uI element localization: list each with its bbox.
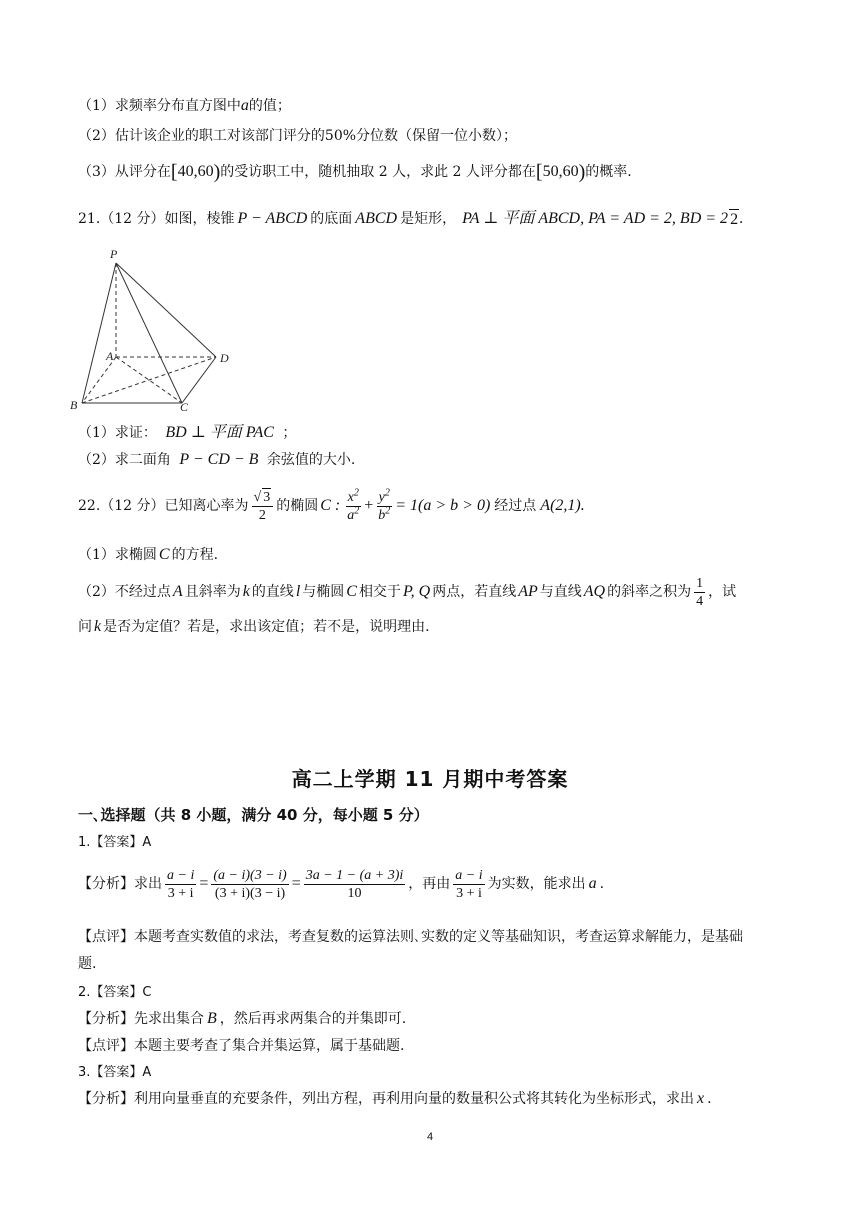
q22-part2-i: ，试 [708, 584, 737, 600]
q22-part2-g: 与直线 [539, 584, 582, 600]
analysis-1-var-a: a [588, 875, 597, 892]
q22-var-pq: P, Q [402, 583, 431, 600]
frac2-num: (a − i)(3 − i) [213, 867, 287, 883]
ellipse-name: C : [320, 497, 341, 514]
analysis-1-c: 为实数，能求出 [487, 876, 586, 892]
diag-bd [82, 357, 216, 403]
right-paren: ) [213, 161, 221, 183]
q21-stem [78, 206, 743, 232]
q20-part1 [78, 96, 291, 116]
section-heading: 一､选择题（共 8 小题，满分 40 分，每小题 5 分） [78, 806, 429, 824]
frac4-den: 3 + i [456, 885, 482, 901]
answer-2: 2.【答案】C [78, 985, 152, 1000]
y2-over-b2: $\frac{y^2}{b^2}$ [378, 486, 391, 523]
q21-head: 21.（12 分）如图，棱锥 [78, 211, 235, 227]
q22-var-ap: AP [518, 583, 538, 600]
q20-part1-text: （1）求频率分布直方图中 [78, 98, 241, 114]
q22-part2-d: 与椭圆 [302, 584, 345, 600]
comment-1-line1: 【点评】本题考查实数值的求法，考查复数的运算法则､实数的定义等基础知识，考查运算求解能力，是基础 [78, 929, 743, 945]
q22-t2: 经过点 [494, 498, 537, 514]
q22-part1 [78, 545, 218, 565]
point-a: A(2,1). [540, 497, 585, 514]
analysis-3-var-x: x [697, 1090, 705, 1107]
pyramid-figure [66, 243, 246, 415]
label-d: D [220, 351, 229, 365]
y-var: y [378, 489, 385, 505]
analysis-2-b: ，然后再求两集合的并集即可. [219, 1011, 407, 1027]
label-b: B [70, 398, 78, 412]
analysis-2-a: 【分析】先求出集合 [78, 1011, 204, 1027]
q21-part1 [78, 423, 296, 443]
q21-base: ABCD [355, 210, 398, 227]
q22-part2 [78, 572, 736, 612]
analysis-2-var-b: B [207, 1010, 217, 1027]
ellipse-equation-rhs: = 1(a > b > 0) [395, 497, 491, 514]
ecc-num: 3 [263, 490, 271, 505]
sqrt-2: 2 [730, 210, 739, 228]
q22-part2-h: 的斜率之积为 [607, 584, 692, 600]
q22-var-l: l [295, 583, 301, 600]
q22-t1: 的椭圆 [276, 498, 319, 514]
comment-2: 【点评】本题主要考查了集合并集运算，属于基础题. [78, 1038, 405, 1054]
edge-cd [182, 357, 216, 403]
q22-var-a: A [172, 583, 183, 600]
edge-pc [116, 263, 182, 403]
q21-mid2: 是矩形， [400, 211, 457, 227]
q21-part2 [78, 450, 355, 470]
frac-expanded [211, 867, 288, 902]
analysis-1-e: . [599, 876, 605, 892]
q22-l3-b: 是否为定值？若是，求出该定值；若不是，说明理由. [103, 619, 430, 635]
q21-dot: . [739, 210, 744, 227]
b-var: b [378, 507, 386, 523]
q20-part1-end: 的值； [248, 98, 291, 114]
q22-l3-a: 问 [78, 619, 92, 635]
q20-part3-text-a: （3）从评分在 [78, 164, 171, 180]
eccentricity-fraction: $\frac{√ 3}{2}$ [252, 488, 274, 524]
a-var: a [347, 507, 355, 523]
q22-part1-a: （1）求椭圆 [78, 547, 157, 563]
q22-part2-e: 相交于 [358, 584, 401, 600]
q22-part1-math: C [158, 546, 170, 563]
q22-var-aq: AQ [583, 583, 606, 600]
q22-part2-cont [78, 617, 430, 637]
q21-part2-a: （2）求二面角 [78, 452, 171, 468]
frac-result [304, 867, 406, 902]
analysis-3-a: 【分析】利用向量垂直的充要条件，列出方程，再利用向量的数量积公式将其转化为坐标形式，求出 [78, 1091, 694, 1107]
analysis-1-b: ，再由 [408, 876, 451, 892]
x-var: x [347, 489, 354, 505]
analysis-3 [78, 1089, 712, 1109]
q22-part2-b: 且斜率为 [184, 584, 241, 600]
answer-3: 3.【答案】A [78, 1065, 152, 1080]
q22-var-c: C [346, 583, 357, 600]
frac3-den: 10 [347, 885, 362, 901]
edge-pd [116, 263, 216, 357]
analysis-2 [78, 1009, 406, 1029]
q21-condition: PA ⊥ 平面 ABCD, PA = AD = 2, BD = 2 [462, 210, 729, 227]
frac1-num: a − i [167, 867, 195, 883]
analysis-1-a: 【分析】求出 [78, 876, 162, 892]
q22-stem: 22.（12 分）已知离心率为 $\frac{√ 3}{2}$ 的椭圆 C : $\frac{x^2}{a^2}$ + $\frac{y^2}{b^2}$ = 1(a > b > 0) 经过点 A(2,1). [78, 486, 585, 523]
q20-part3-text-c: 的概率. [585, 164, 632, 180]
quarter-den: 4 [696, 593, 704, 609]
q21-mid: 的底面 [310, 211, 353, 227]
q22-var-k: k [242, 583, 250, 600]
frac3-num: 3a − 1 − (a + 3)i [305, 867, 404, 883]
interval-40-60: 40,60 [177, 163, 214, 180]
q21-part1-b: ； [282, 425, 297, 441]
label-p: P [110, 247, 118, 261]
q21-part2-b: 余弦值的大小. [266, 452, 356, 468]
answers-title: 高二上学期 11 月期中考答案 [291, 767, 569, 791]
comment-1-line2: 题. [78, 956, 97, 972]
q22-part2-a: （2）不经过点 [78, 584, 171, 600]
q22-head: 22.（12 分）已知离心率为 [78, 498, 249, 514]
interval-50-60: 50,60 [542, 163, 579, 180]
x2-over-a2: $\frac{x^2}{a^2}$ [347, 486, 360, 523]
analysis-1: 【分析】求出 $\frac{a - i}{3 + i}$ = $\frac{(a - i)(3 - i)}{(3 + i)(3 - i)}$ = $\frac{3a - 1 - (a + 3)i}{10}$ ，再由 $\frac{a - i}{3 + i}$ 为实数，能求出 a . [78, 867, 605, 901]
ecc-den: 2 [258, 508, 266, 523]
q21-pyramid: P − ABCD [237, 210, 308, 227]
var-a: a [240, 97, 249, 114]
quarter-fraction [694, 575, 705, 610]
q22-part1-b: 的方程. [171, 547, 219, 563]
q21-part1-a: （1）求证： [78, 425, 157, 441]
edge-pb [82, 263, 116, 403]
q22-part2-c: 的直线 [251, 584, 294, 600]
page-number: 4 [426, 1131, 434, 1143]
q20-part3-text-b: 的受访职工中，随机抽取 2 人，求此 2 人评分都在 [220, 164, 536, 180]
q22-part2-f: 两点，若直线 [432, 584, 517, 600]
frac-a-minus-i-2 [453, 867, 484, 902]
q21-part1-math: BD ⊥ 平面 PAC [165, 424, 274, 441]
left-bracket: [ [170, 161, 178, 183]
q20-part3 [78, 158, 632, 186]
label-c: C [180, 400, 189, 414]
frac4-num: a − i [455, 867, 483, 883]
frac1-den: 3 + i [167, 885, 194, 901]
label-a: A [106, 349, 114, 363]
q21-part2-math: P − CD − B [179, 451, 259, 468]
analysis-3-b: . [707, 1091, 712, 1107]
quarter-num: 1 [696, 575, 704, 591]
q22-l3-k: k [94, 618, 102, 635]
q20-part2 [78, 126, 517, 146]
left-bracket-2: [ [535, 161, 543, 183]
q20-part2-text: （2）估计该企业的职工对该部门评分的50%分位数（保留一位小数）； [78, 128, 518, 144]
answer-1: 1.【答案】A [78, 835, 152, 850]
right-paren-2: ) [578, 161, 586, 183]
frac-a-minus-i [165, 867, 196, 902]
frac2-den: (3 + i)(3 − i) [214, 885, 286, 901]
